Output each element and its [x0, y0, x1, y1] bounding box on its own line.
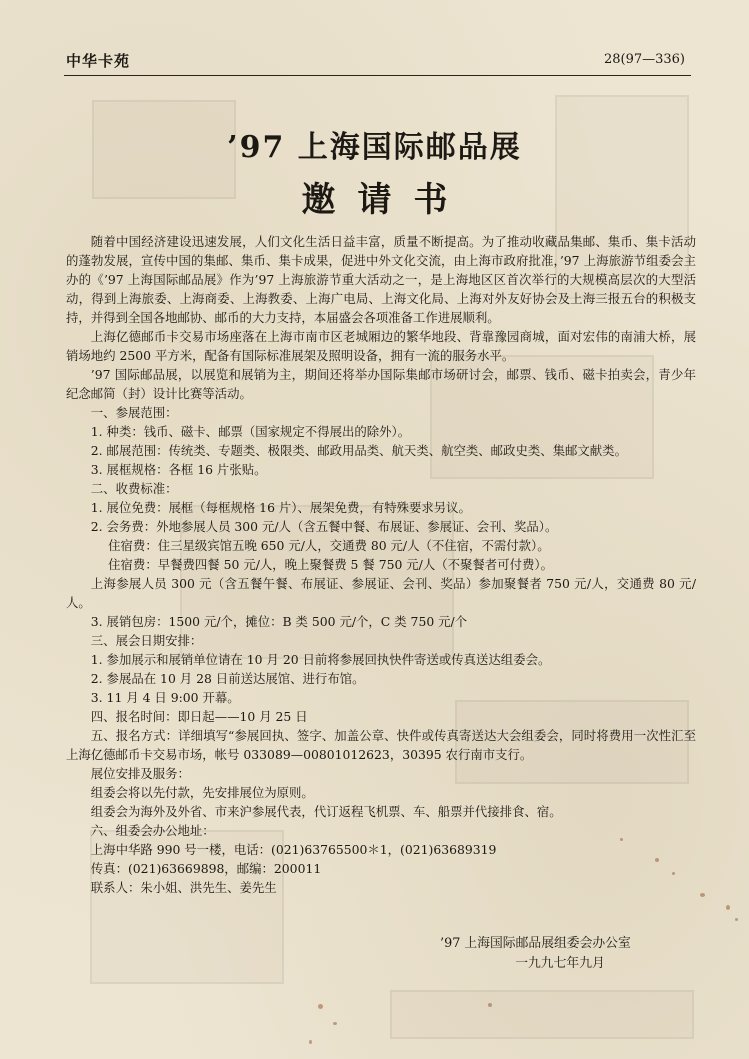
foxing-stain	[655, 858, 659, 862]
foxing-stain	[620, 838, 623, 841]
foxing-stain	[726, 905, 730, 910]
signature-block	[440, 934, 631, 974]
list-item: 2. 邮展范围：传统类、专题类、极限类、邮政用品类、航天类、航空类、邮政史类、集邮文献类。	[90, 443, 627, 458]
list-item: 1. 种类：钱币、磁卡、邮票（国家规定不得展出的除外）。	[90, 424, 411, 439]
section-title: 展位安排及服务：	[90, 766, 190, 781]
list-item: 住宿费：住三星级宾馆五晚 650 元/人，交通费 80 元/人（不住宿，不需付款）。	[108, 538, 550, 553]
section-title: 四、报名时间：即日起——10 月 25 日	[90, 709, 308, 724]
foxing-stain	[700, 893, 705, 897]
intro-paragraph: 随着中国经济建设迅速发展，人们文化生活日益丰富，质量不断提高。为了推动收藏品集邮、集币、集卡活动的蓬勃发展，宣传中国的集邮、集币、集卡成果，促进中外文化交流，由上海市政府批准，’97 上海旅游节组委会主办的《’97 上海国际邮品展》作为’97 上海旅游节重大活动之一，是上海地区区首次举行的大规模高层次的大型活动，得到上海旅委、上海商委、上海教委、上海广电局、上海文化局、上海对外友好协会及上海三报五台的积极支持，并得到全国各地邮协、邮币的大力支持，本届盛会各项准备工作进展顺利。	[66, 234, 696, 325]
foxing-stain	[672, 872, 675, 875]
list-item: 组委会为海外及外省、市来沪参展代表，代订返程飞机票、车、船票并代接排食、宿。	[90, 804, 562, 819]
venue-paragraph: 上海亿德邮币卡交易市场座落在上海市南市区老城厢边的繁华地段、背靠豫园商城，面对宏伟的南浦大桥，展销场地约 2500 平方米，配备有国际标准展架及照明设备，拥有一流的服务水平。	[66, 329, 696, 363]
list-item: 2. 会务费：外地参展人员 300 元/人（含五餐中餐、布展证、参展证、会刊、奖品）。	[90, 519, 558, 534]
section-title: 六、组委会办公地址：	[90, 823, 215, 838]
signature-org: ’97 上海国际邮品展组委会办公室	[440, 936, 631, 951]
letter-body	[66, 232, 696, 897]
foxing-stain	[309, 1040, 312, 1044]
activities-paragraph: ’97 国际邮品展，以展览和展销为主，期间还将举办国际集邮市场研讨会，邮票、钱币、磁卡拍卖会，青少年纪念邮简（封）设计比赛等活动。	[66, 367, 696, 401]
fax-line: 传真：(021)63669898，邮编：200011	[90, 861, 322, 876]
list-item: 3. 展框规格：各框 16 片张贴。	[90, 462, 267, 477]
foxing-stain	[318, 1004, 323, 1009]
section-title: 一、参展范围：	[90, 405, 178, 420]
list-item: 1. 展位免费：展框（每框规格 16 片）、展架免费，有特殊要求另议。	[90, 500, 471, 515]
magazine-name: 中华卡苑	[66, 52, 131, 70]
fee-paragraph: 上海参展人员 300 元（含五餐午餐、布展证、参展证、会刊、奖品）参加聚餐者 750 元/人，交通费 80 元/人。	[66, 576, 696, 610]
list-item: 1. 参加展示和展销单位请在 10 月 20 日前将参展回执快件寄送或传真送达组委会。	[90, 652, 551, 667]
page-subtitle: 邀请书	[301, 180, 470, 220]
foxing-stain	[333, 1022, 337, 1025]
list-item: 住宿费：早餐费四餐 50 元/人，晚上聚餐费 5 餐 750 元/人（不聚餐者可付费）。	[108, 557, 553, 572]
section-title: 三、展会日期安排：	[90, 633, 203, 648]
section-title: 二、收费标准：	[90, 481, 178, 496]
address-line: 上海中华路 990 号一楼，电话：(021)63765500＊1，(021)63689319	[90, 842, 497, 857]
registration-paragraph: 五、报名方式：详细填写“参展回执、签字、加盖公章、快件或传真寄送达大会组委会，同时将费用一次性汇至上海亿德邮币卡交易市场，帐号 033089—00801012623，30395 农行南市支行。	[66, 728, 696, 762]
page-number: 28(97—336)	[603, 52, 685, 67]
bleed-through-stamp	[390, 990, 694, 1039]
list-item: 2. 参展品在 10 月 28 日前送达展馆、进行布馆。	[90, 671, 365, 686]
list-item: 组委会将以先付款，先安排展位为原则。	[90, 785, 314, 800]
list-item: 3. 展销包房：1500 元/个，摊位：B 类 500 元/个，C 类 750 元/个	[90, 614, 468, 629]
list-item: 3. 11 月 4 日 9:00 开幕。	[90, 690, 240, 705]
contact-line: 联系人：朱小姐、洪先生、姜先生	[90, 880, 277, 895]
signature-date: 一九九七年九月	[515, 956, 605, 971]
page-title: ’97 上海国际邮品展	[227, 130, 522, 165]
foxing-stain	[735, 918, 738, 921]
foxing-stain	[488, 1003, 492, 1007]
header-divider	[64, 75, 691, 76]
